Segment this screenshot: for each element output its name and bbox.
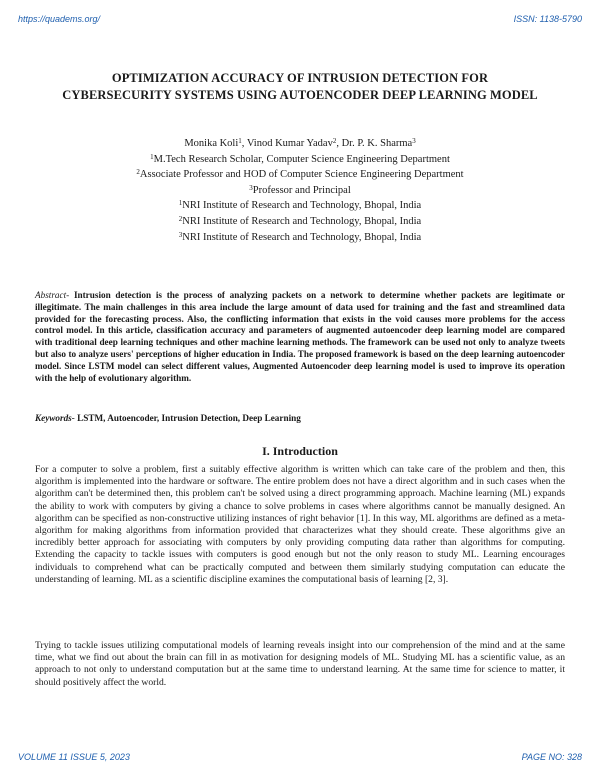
author-sup: 3 [412, 137, 416, 145]
affiliation-line [0, 198, 600, 214]
volume-issue: VOLUME 11 ISSUE 5, 2023 [18, 752, 130, 762]
author-line [0, 136, 600, 152]
affiliation-sup: 1 [178, 199, 183, 208]
abstract [35, 290, 565, 384]
keywords [35, 412, 565, 424]
author-name: Monika Koli [184, 138, 239, 149]
keywords-text: LSTM, Autoencoder, Intrusion Detection, Deep Learning [77, 413, 301, 423]
author-sep: , [241, 138, 247, 149]
body-paragraph: Trying to tackle issues utilizing computational models of learning reveals insight into our comprehension of the mind and at the same time, what we find out about the brain can fill in as motivation for designing models of ML. Studying ML has a scientific value, as an approach to not only to understand computation but at the same time to understand learning. At the same time for science to matter, it should positively affect the world. [35, 640, 565, 688]
affiliation-text: M.Tech Research Scholar, Computer Science Engineering Department [153, 153, 450, 165]
body-paragraph: For a computer to solve a problem, first a suitably effective algorithm is written which can take care of the problem and then, this algorithm is implemented into the hardware or software. The entire problem does not have a direct algorithm and in such cases when the algorithm can't be determined then, this problem can't be solved using a direct programming approach. Machine learning (ML) expands the ability to work with computers by giving a chance to solve problems in cases where algorithms cannot be manually designed. An algorithm can be specified as non-constructive utilizing instances of right behavior [1]. In this way, ML algorithms are defined as a meta-algorithm for making algorithms from information provided that characterizes what they should create. These algorithms give an incredibly better approach for associating with computers by only providing computing data rather than algorithms for computing. Extending the capacity to tackle issues with computers is good enough but not the only reason to study ML. Learning encourages individuals to comprehend what can be practically computed and between them similarly studying computation can educate the understanding of learning. ML as a scientific discipline examines the computational basis of learning [2, 3]. [35, 464, 565, 585]
affiliation-line [0, 152, 600, 168]
affiliation-sup: 1 [150, 152, 154, 161]
section-heading: I. Introduction [262, 444, 338, 458]
affiliation-text: Associate Professor and HOD of Computer Science Engineering Department [139, 169, 464, 181]
affiliation-sup: 2 [178, 214, 183, 223]
affiliation-text: NRI Institute of Research and Technology, Bhopal, India [182, 231, 422, 243]
affiliation-text: NRI Institute of Research and Technology, Bhopal, India [182, 215, 422, 227]
affiliation-sup: 3 [249, 183, 253, 192]
abstract-label: Abstract- [35, 290, 70, 300]
affiliation-line [0, 230, 600, 246]
issn: ISSN: 1138-5790 [513, 14, 582, 24]
author-sup: 1 [238, 137, 242, 145]
journal-url[interactable]: https://quadems.org/ [18, 14, 101, 24]
author-name: Dr. P. K. Sharma [341, 138, 413, 149]
affiliation-line [0, 214, 600, 230]
affiliation-line [0, 167, 600, 183]
page-number: PAGE NO: 328 [521, 752, 582, 762]
abstract-text: Intrusion detection is the process of analyzing packets on a network to determine whether packets are legitimate or illegitimate. The main challenges in this area include the large amount of data used for training and the fast and streamlined data provided for the forecasting process. Also, the conflicting information that exists in the void causes more problems for the access control model. In this article, classification accuracy and parameters of augmented autoencoder deep learning model are compared with traditional deep learning techniques and other machine learning methods. The framework can be used not only to analyze tweets but also to analyze users' perceptions of higher education in India. The proposed framework is based on the deep learning autoencoder model. Since LSTM model can select different values, Augmented Autoencoder deep learning model is used to improve its operation with the help of evolutionary algorithm. [35, 290, 566, 383]
affiliation-text: Professor and Principal [252, 184, 351, 196]
page-footer [18, 752, 582, 762]
author-block [0, 136, 600, 245]
author-name: Vinod Kumar Yadav [246, 138, 333, 149]
affiliation-sup: 2 [136, 168, 140, 177]
keywords-label: Keywords- [35, 413, 75, 423]
affiliation-text: NRI Institute of Research and Technology, Bhopal, India [182, 200, 422, 212]
paper-title: OPTIMIZATION ACCURACY OF INTRUSION DETECTION FOR CYBERSECURITY SYSTEMS USING AUTOENCODER DEEP LEARNING MODEL [62, 71, 538, 102]
affiliation-sup: 3 [178, 230, 183, 239]
page-header [18, 14, 582, 24]
author-sep: , [336, 138, 342, 149]
affiliation-line [0, 183, 600, 199]
author-sup: 2 [332, 137, 337, 145]
